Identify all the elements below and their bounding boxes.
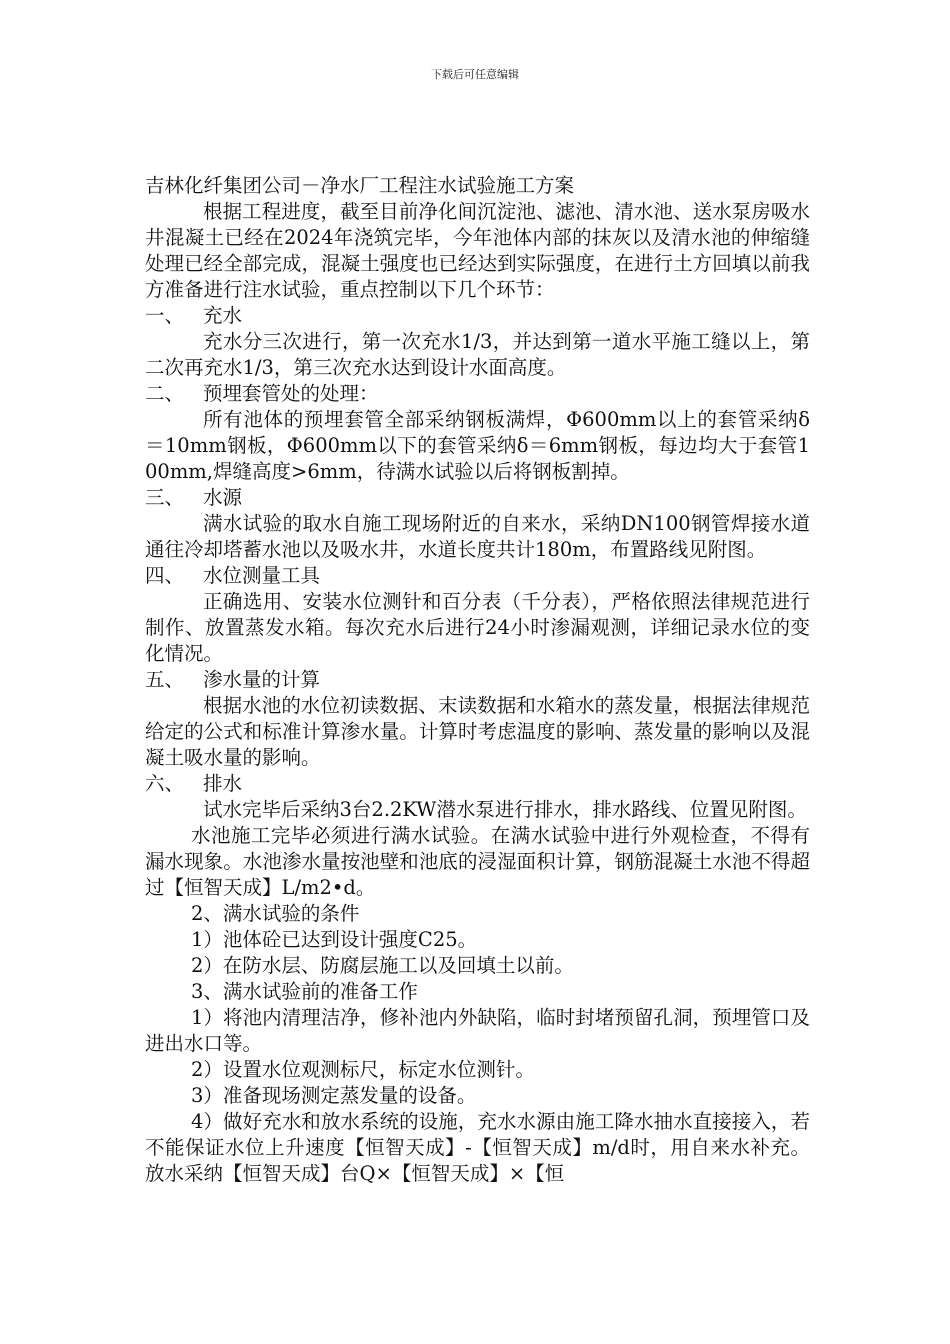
- section-heading-4: [145, 563, 810, 589]
- closing-paragraph: 水池施工完毕必须进行满水试验。在满水试验中进行外观检查，不得有漏水现象。水池渗水量按池壁和池底的浸湿面积计算，钢筋混凝土水池不得超过【恒智天成】L/m2•d。: [145, 824, 810, 899]
- section-title: 渗水量的计算: [203, 668, 321, 691]
- list-heading: 2、满水试验的条件: [191, 902, 360, 925]
- section-title: 水源: [203, 486, 243, 509]
- list-item: 2）设置水位观测标尺，标定水位测针。: [191, 1058, 535, 1081]
- document-body: [145, 173, 810, 1187]
- section-heading-3: [145, 485, 810, 511]
- section-title: 水位测量工具: [203, 564, 321, 587]
- section-title: 预埋套管处的处理：: [203, 382, 379, 405]
- section-body-5: 根据水池的水位初读数据、末读数据和水箱水的蒸发量，根据法律规范给定的公式和标准计算渗水量。计算时考虑温度的影响、蒸发量的影响以及混凝土吸水量的影响。: [145, 694, 810, 769]
- section-heading-1: [145, 303, 810, 329]
- document-title: 吉林化纤集团公司－净水厂工程注水试验施工方案: [145, 174, 575, 197]
- list-item: 4）做好充水和放水系统的设施，充水水源由施工降水抽水直接接入，若不能保证水位上升速度【恒智天成】-【恒智天成】m/d时，用自来水补充。放水采纳【恒智天成】台Q×【恒智天成】×【恒: [145, 1110, 810, 1185]
- section-body-3: 满水试验的取水自施工现场附近的自来水，采纳DN100钢管焊接水道通往冷却塔蓄水池以及吸水井，水道长度共计180m，布置路线见附图。: [145, 512, 810, 561]
- section-number: 五、: [145, 668, 185, 691]
- section-title: 排水: [203, 772, 243, 795]
- section-body-1: 充水分三次进行，第一次充水1/3，并达到第一道水平施工缝以上，第二次再充水1/3，第三次充水达到设计水面高度。: [145, 330, 810, 379]
- section-heading-6: [145, 771, 810, 797]
- list-item: 1）将池内清理洁净，修补池内外缺陷，临时封堵预留孔洞，预埋管口及进出水口等。: [145, 1006, 810, 1055]
- section-number: 二、: [145, 382, 185, 405]
- section-number: 六、: [145, 772, 185, 795]
- section-heading-2: [145, 381, 810, 407]
- list-item: 3）准备现场测定蒸发量的设备。: [191, 1084, 477, 1107]
- list-item: 1）池体砼已达到设计强度C25。: [191, 928, 478, 951]
- section-body-6: 试水完毕后采纳3台2.2KW潜水泵进行排水，排水路线、位置见附图。: [203, 798, 807, 821]
- section-body-2: 所有池体的预埋套管全部采纳钢板满焊，Φ600mm以上的套管采纳δ＝10mm钢板，Φ600mm以下的套管采纳δ＝6mm钢板，每边均大于套管100mm,焊缝高度>6mm，待满水试验以后将钢板割掉。: [145, 408, 810, 483]
- section-number: 三、: [145, 486, 185, 509]
- list-item: 2）在防水层、防腐层施工以及回填土以前。: [191, 954, 574, 977]
- section-number: 四、: [145, 564, 185, 587]
- section-title: 充水: [203, 304, 243, 327]
- section-number: 一、: [145, 304, 185, 327]
- intro-paragraph: 根据工程进度，截至目前净化间沉淀池、滤池、清水池、送水泵房吸水井混凝土已经在2024年浇筑完毕，今年池体内部的抹灰以及清水池的伸缩缝处理已经全部完成，混凝土强度也已经达到实际强度，在进行土方回填以前我方准备进行注水试验，重点控制以下几个环节：: [145, 200, 810, 301]
- header-note: 下载后可任意编辑: [431, 68, 519, 81]
- section-heading-5: [145, 667, 810, 693]
- section-body-4: 正确选用、安装水位测针和百分表（千分表），严格依照法律规范进行制作、放置蒸发水箱。每次充水后进行24小时渗漏观测，详细记录水位的变化情况。: [145, 590, 810, 665]
- list-heading: 3、满水试验前的准备工作: [191, 980, 418, 1003]
